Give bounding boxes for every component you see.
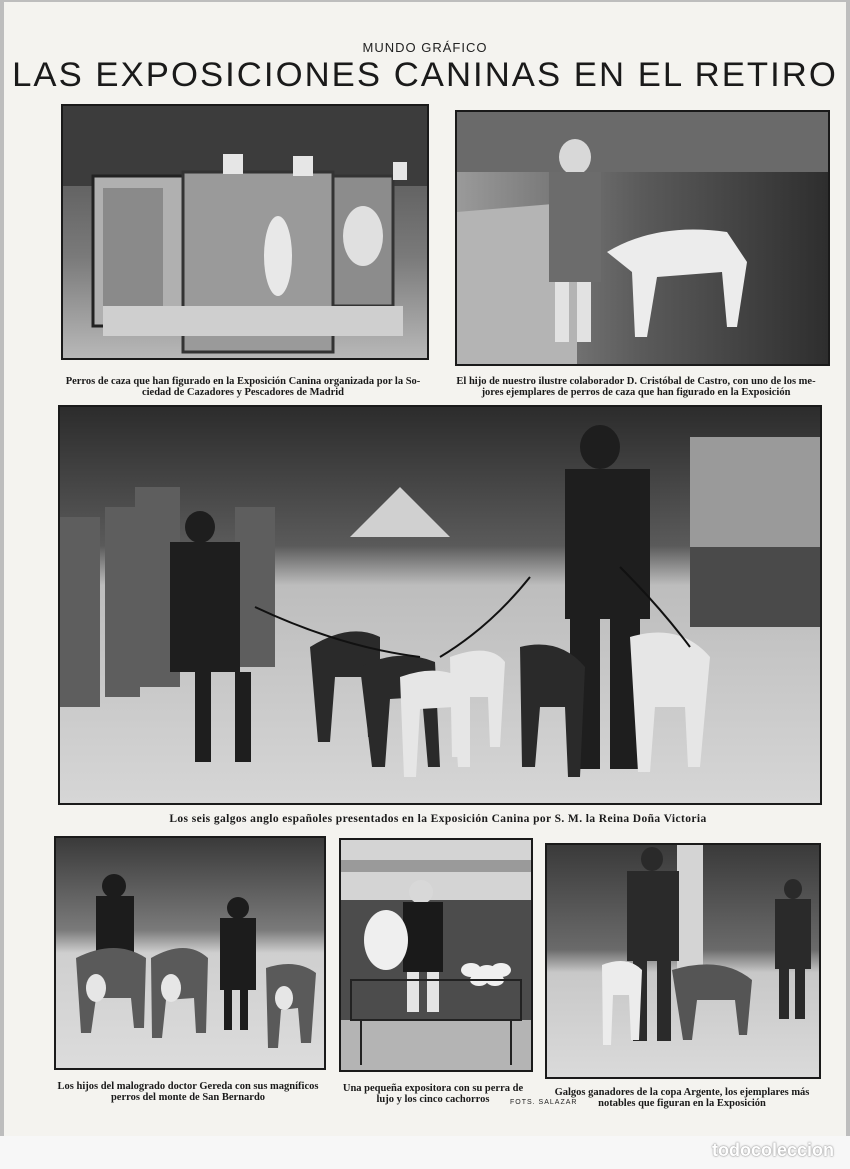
photo-argente-cup-greyhounds (545, 843, 821, 1079)
photo-hunting-dogs-kennels (61, 104, 429, 360)
photo-six-greyhounds (58, 405, 822, 805)
headline: LAS EXPOSICIONES CANINAS EN EL RETIRO (12, 56, 838, 94)
photo-boy-with-hunting-dog (455, 110, 830, 366)
photo-girl-with-puppies (339, 838, 533, 1072)
caption-top-left: Perros de caza que han figurado en la Exposición Canina organizada por la So- ciedad de Cazadores y Pescadores de Madrid (65, 376, 421, 398)
masthead: MUNDO GRÁFICO (362, 40, 488, 55)
caption-middle: Los seis galgos anglo españoles presentados en la Exposición Canina por S. M. la Reina Doña Victoria (169, 813, 707, 825)
caption-bottom-right: Galgos ganadores de la copa Argente, los ejemplares más notables que figuran en la Exposición (554, 1087, 810, 1109)
caption-top-right: El hijo de nuestro ilustre colaborador D. Cristóbal de Castro, con uno de los me- jores ejemplares de perros de caza que han figurado en la Exposición (456, 376, 816, 398)
caption-bottom-center: Una pequeña expositora con su perra de lujo y los cinco cachorros (342, 1083, 524, 1105)
watermark-logo: todocoleccion (711, 1140, 834, 1160)
caption-bottom-left: Los hijos del malogrado doctor Gereda con sus magníficos perros del monte de San Bernardo (57, 1081, 319, 1103)
photo-credit: FOTS. SALAZAR (510, 1099, 578, 1106)
photo-st-bernard-dogs (54, 836, 326, 1070)
